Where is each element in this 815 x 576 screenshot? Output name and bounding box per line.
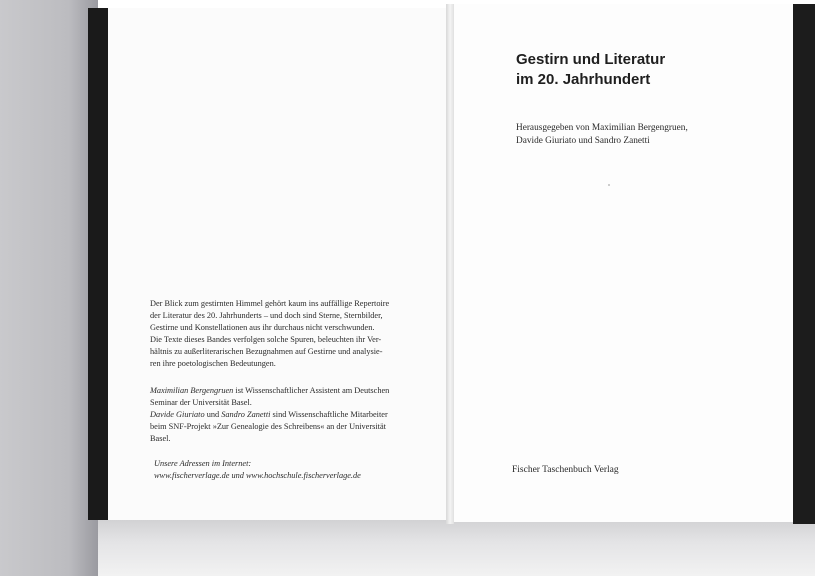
blurb-line: Gestirne und Konstellationen aus ihr durchaus nicht verschwunden. <box>150 323 375 332</box>
blurb-line: hältnis zu außerliterarischen Bezugnahmen auf Gestirne und analysie- <box>150 347 383 356</box>
blurb-line: ren ihre poetologischen Bedeutungen. <box>150 359 276 368</box>
urls-heading: Unsere Adressen im Internet: <box>154 459 252 468</box>
print-speck <box>608 184 610 186</box>
publisher: Fischer Taschenbuch Verlag <box>512 465 619 475</box>
bio-line: Seminar der Universität Basel. <box>150 398 252 407</box>
editors <box>516 122 776 148</box>
editor-bios <box>150 385 420 445</box>
urls-line: www.fischerverlage.de und www.hochschule.fischerverlage.de <box>154 471 361 480</box>
editors-line: Herausgegeben von Maximilian Bergengruen, <box>516 123 688 133</box>
blurb-line: der Literatur des 20. Jahrhunderts – und doch sind Sterne, Sternbilder, <box>150 311 383 320</box>
blurb-line: Die Texte dieses Bandes verfolgen solche Spuren, beleuchten ihr Ver- <box>150 335 382 344</box>
bio-bergengruen <box>150 385 420 397</box>
bio-line: beim SNF-Projekt »Zur Genealogie des Schreibens« an der Universität <box>150 422 386 431</box>
bio-giuriato-zanetti <box>150 409 420 421</box>
blurb-line: Der Blick zum gestirnten Himmel gehört kaum ins auffällige Repertoire <box>150 299 390 308</box>
title-line: Gestirn und Literatur <box>516 51 666 68</box>
back-cover-blurb <box>150 298 420 370</box>
bio-text: und <box>204 410 222 419</box>
book-edge-right <box>793 4 815 524</box>
editors-line: Davide Giuriato und Sandro Zanetti <box>516 136 650 146</box>
internet-addresses <box>154 458 424 482</box>
bio-name: Maximilian Bergengruen <box>150 386 234 395</box>
bio-line: Basel. <box>150 434 171 443</box>
scan-shadow-left <box>0 0 98 576</box>
bio-name: Davide Giuriato <box>150 410 205 419</box>
scan-shadow-bottom <box>98 520 815 576</box>
bio-text: sind Wissenschaftliche Mitarbeiter <box>270 410 388 419</box>
bio-name: Sandro Zanetti <box>221 410 271 419</box>
book-gutter <box>446 4 454 524</box>
title-line: im 20. Jahrhundert <box>516 71 651 88</box>
book-title <box>516 50 776 90</box>
book-edge-left <box>88 8 108 520</box>
bio-text: ist Wissenschaftlicher Assistent am Deutschen <box>233 386 390 395</box>
